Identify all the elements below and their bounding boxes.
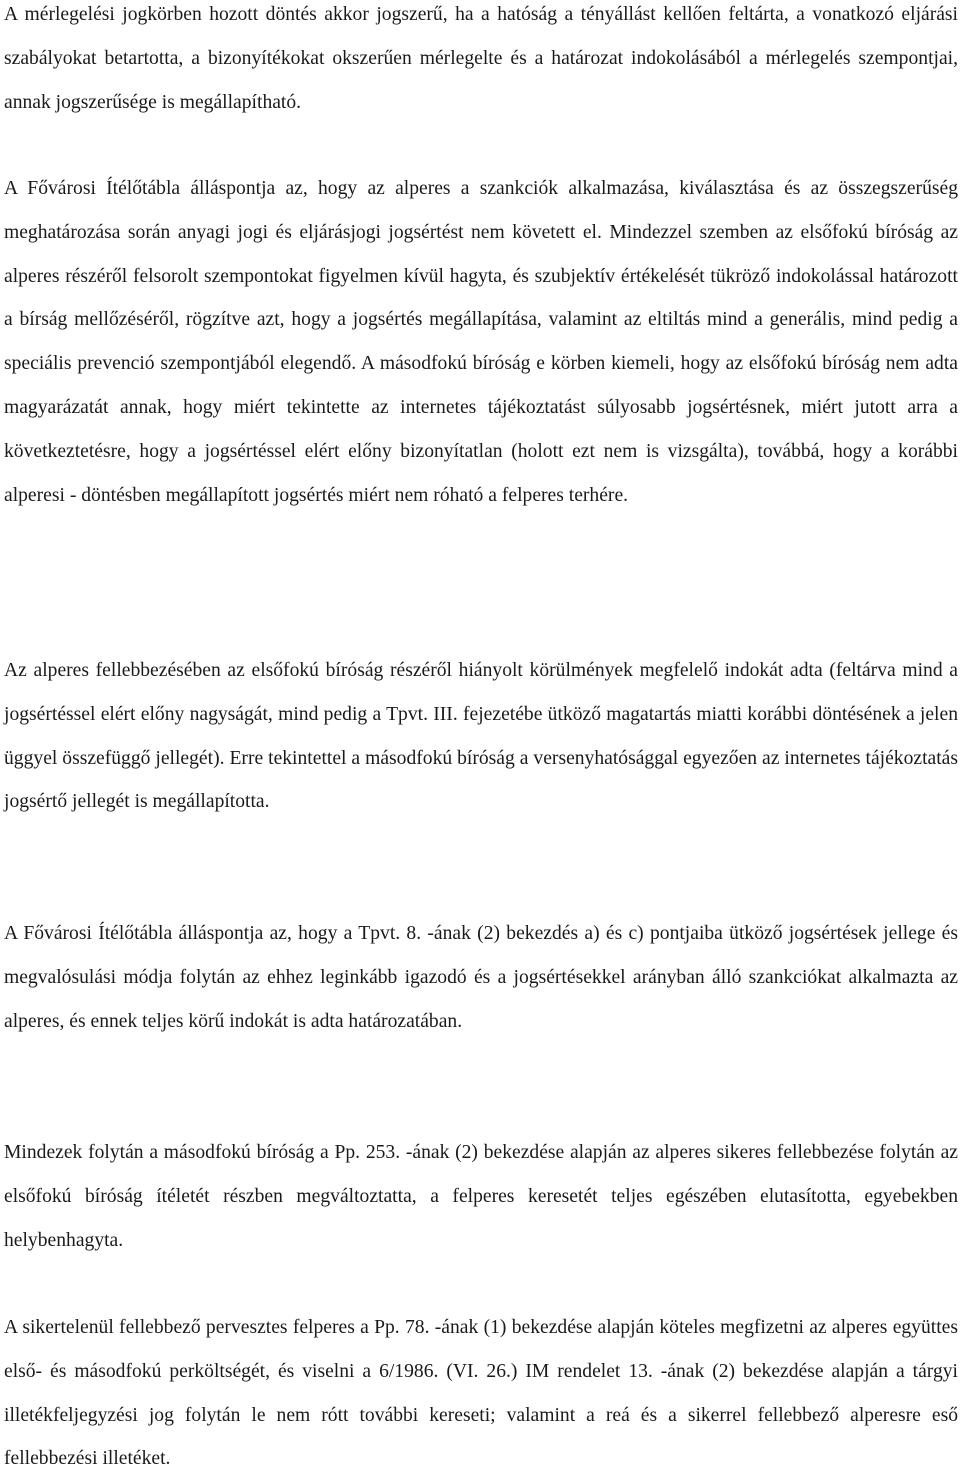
- paragraph-4: A Fővárosi Ítélőtábla álláspontja az, hogy a Tpvt. 8. -ának (2) bekezdés a) és c) pontjaiba ütköző jogsértések jellege és megvalósulási módja folytán az ehhez leginkább igazodó és a jogsértésekkel arányban álló szankciókat alkalmazta az alperes, és ennek teljes körű indokát is adta határozatában.: [4, 923, 958, 1032]
- paragraph-5: Mindezek folytán a másodfokú bíróság a Pp. 253. -ának (2) bekezdése alapján az alperes sikeres fellebbezése folytán az elsőfokú bíróság ítéletét részben megváltoztatta, a felperes keresetét teljes egészében elutasította, egyebekben helybenhagyta.: [4, 1142, 958, 1251]
- paragraph-2: A Fővárosi Ítélőtábla álláspontja az, hogy az alperes a szankciók alkalmazása, kiválasztása és az összegszerűség meghatározása során anyagi jogi és eljárásjogi jogsértést nem követett el. Mindezzel szemben az elsőfokú bíróság az alperes részéről felsorolt szempontokat figyelmen kívül hagyta, és szubjektív értékelését tükröző indokolással határozott a bírság mellőzéséről, rögzítve azt, hogy a jogsértés megállapítása, valamint az eltiltás mind a generális, mind pedig a speciális prevenció szempontjából elegendő. A másodfokú bíróság e körben kiemeli, hogy az elsőfokú bíróság nem adta magyarázatát annak, hogy miért tekintette az internetes tájékoztatást súlyosabb jogsértésnek, miért jutott arra a következtetésre, hogy a jogsértéssel elért előny bizonyítatlan (holott ezt nem is vizsgálta), továbbá, hogy a korábbi alperesi - döntésben megállapított jogsértés miért nem róható a felperes terhére.: [4, 178, 958, 506]
- paragraph-1: A mérlegelési jogkörben hozott döntés akkor jogszerű, ha a hatóság a tényállást kellően feltárta, a vonatkozó eljárási szabályokat betartotta, a bizonyítékokat okszerűen mérlegelte és a határozat indokolásából a mérlegelés szempontjai, annak jogszerűsége is megállapítható.: [4, 4, 958, 113]
- paragraph-6: A sikertelenül fellebbező pervesztes felperes a Pp. 78. -ának (1) bekezdése alapján köteles megfizetni az alperes együttes első- és másodfokú perköltségét, és viselni a 6/1986. (VI. 26.) IM rendelet 13. -ának (2) bekezdése alapján a tárgyi illetékfeljegyzési jog folytán le nem rótt további kereseti; valamint a reá és a sikerrel fellebbező alperesre eső fellebbezési illetéket.: [4, 1317, 958, 1470]
- paragraph-3: Az alperes fellebbezésében az elsőfokú bíróság részéről hiányolt körülmények megfelelő indokát adta (feltárva mind a jogsértéssel elért előny nagyságát, mind pedig a Tpvt. III. fejezetébe ütköző magatartás miatti korábbi döntésének a jelen üggyel összefüggő jellegét). Erre tekintettel a másodfokú bíróság a versenyhatósággal egyezően az internetes tájékoztatás jogsértő jellegét is megállapította.: [4, 660, 958, 813]
